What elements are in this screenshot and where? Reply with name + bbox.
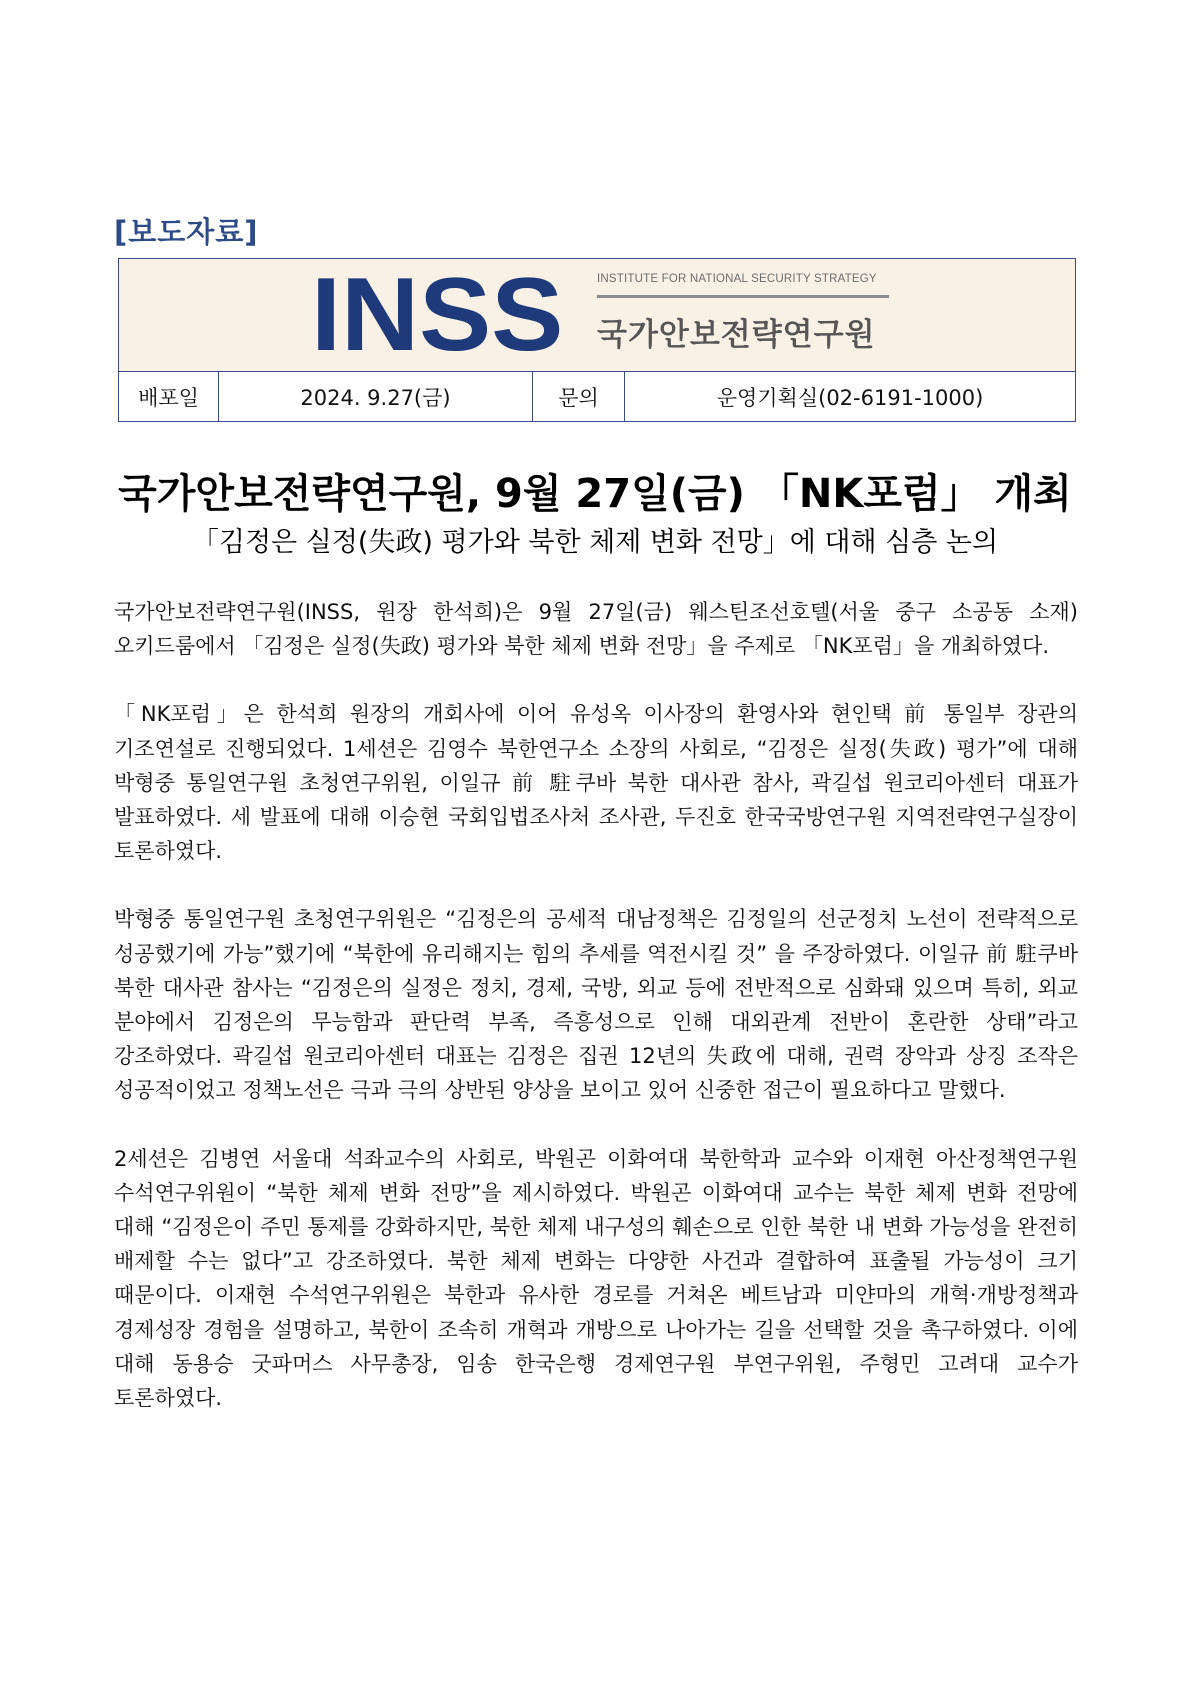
paragraph: 「NK포럼」은 한석희 원장의 개회사에 이어 유성옥 이사장의 환영사와 현인택 前 통일부 장관의 기조연설로 진행되었다. 1세션은 김영수 북한연구소 소장의 사회로, “김정은 실정(失政) 평가”에 대해 박형중 통일연구원 초청연구위원, 이일규 前 駐쿠바 북한 대사관 참사, 곽길섭 원코리아센터 대표가 발표하였다. 세 발표에 대해 이승현 국회입법조사처 조사관, 두진호 한국국방연구원 지역전략연구실장이 토론하였다. bbox=[114, 702, 1078, 864]
inss-logo-text: INSS bbox=[311, 257, 564, 373]
paragraph: 2세션은 김병연 서울대 석좌교수의 사회로, 박원곤 이화여대 북한학과 교수와 이재현 아산정책연구원 수석연구위원이 “북한 체제 변화 전망”을 제시하였다. 박원곤 이화여대 교수는 북한 체제 변화 전망에 대해 “김정은이 주민 통제를 강화하지만, 북한 체제 내구성의 훼손으로 인한 북한 내 변화 가능성을 완전히 배제할 수는 없다”고 강조하였다. 북한 체제 변화는 다양한 사건과 결합하여 표출될 가능성이 크기 때문이다. 이재현 수석연구위원은 북한과 유사한 경로를 거쳐온 베트남과 미얀마의 개혁·개방정책과 경제성장 경험을 설명하고, 북한이 조속히 개혁과 개방으로 나아가는 길을 선택할 것을 촉구하였다. 이에 대해 동용승 굿파머스 사무총장, 임송 한국은행 경제연구원 부연구위원, 주형민 고려대 교수가 토론하였다. bbox=[114, 1146, 1078, 1411]
logo-divider bbox=[597, 295, 889, 298]
press-release-label: [보도자료] bbox=[114, 215, 259, 249]
header-box bbox=[118, 258, 1076, 422]
contact-value: 운영기획실(02-6191-1000) bbox=[716, 386, 984, 410]
info-row bbox=[119, 371, 1075, 422]
contact-label: 문의 bbox=[533, 372, 625, 422]
logo-korean-name: 국가안보전략연구원 bbox=[597, 317, 876, 353]
logo-english-name: INSTITUTE FOR NATIONAL SECURITY STRATEGY bbox=[597, 273, 877, 285]
logo-banner bbox=[119, 259, 1075, 371]
paragraph: 국가안보전략연구원(INSS, 원장 한석희)은 9월 27일(금) 웨스틴조선호텔(서울 중구 소공동 소재) 오키드룸에서 「김정은 실정(失政) 평가와 북한 체제 변화 전망」을 주제로 「NK포럼」을 개최하였다. bbox=[114, 600, 1078, 659]
release-date-value: 2024. 9.27(금) bbox=[219, 372, 533, 422]
page-title: 국가안보전략연구원, 9월 27일(금) 「NK포럼」 개최 bbox=[118, 471, 1072, 517]
page-subtitle: 「김정은 실정(失政) 평가와 북한 체제 변화 전망」에 대해 심층 논의 bbox=[191, 527, 999, 558]
article-body bbox=[114, 595, 1078, 1449]
release-date-label: 배포일 bbox=[119, 372, 219, 422]
paragraph: 박형중 통일연구원 초청연구위원은 “김정은의 공세적 대남정책은 김정일의 선군정치 노선이 전략적으로 성공했기에 가능”했기에 “북한에 유리해지는 힘의 추세를 역전시킬 것” 을 주장하였다. 이일규 前 駐쿠바 북한 대사관 참사는 “김정은의 실정은 정치, 경제, 국방, 외교 등에 전반적으로 심화돼 있으며 특히, 외교 분야에서 김정은의 무능함과 판단력 부족, 즉흥성으로 인해 대외관계 전반이 혼란한 상태”라고 강조하였다. 곽길섭 원코리아센터 대표는 김정은 집권 12년의 失政에 대해, 권력 장악과 상징 조작은 성공적이었고 정책노선은 극과 극의 상반된 양상을 보이고 있어 신중한 접근이 필요하다고 말했다. bbox=[114, 907, 1078, 1103]
